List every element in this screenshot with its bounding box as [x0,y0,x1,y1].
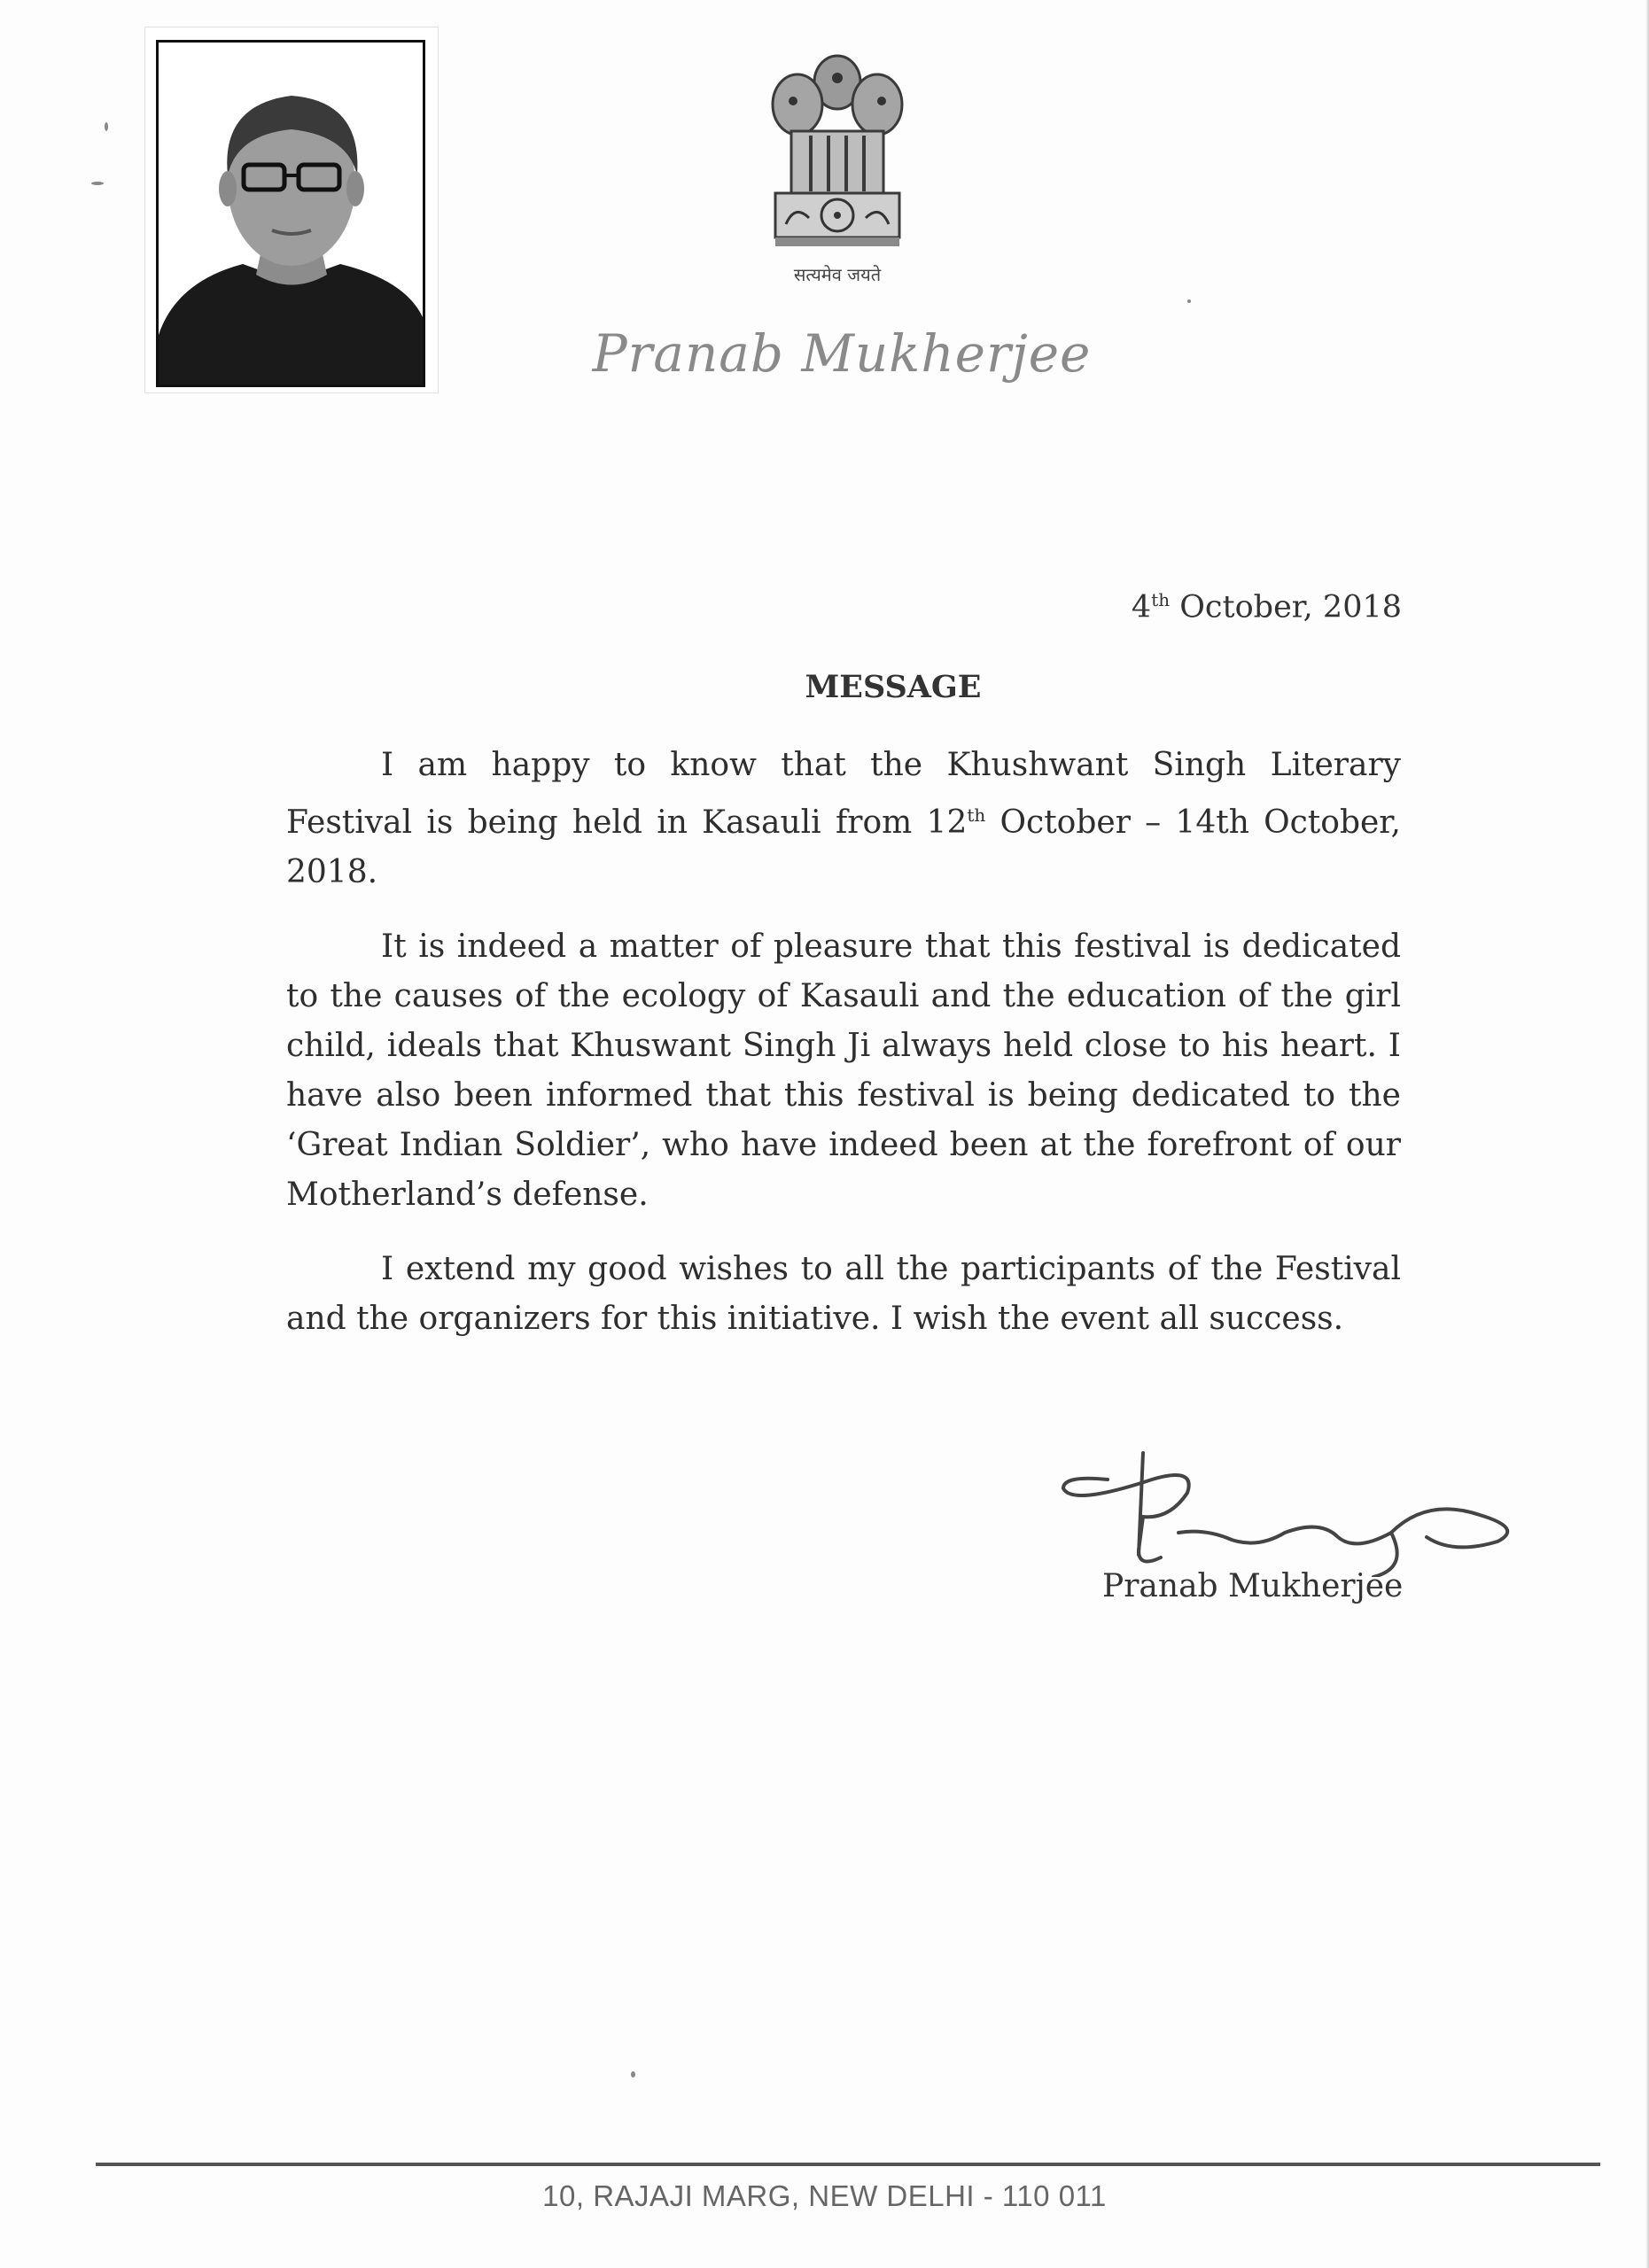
portrait-photo [156,40,425,387]
scan-speck [91,182,104,185]
paragraph-2: It is indeed a matter of pleasure that this festival is dedicated to the causes of the ecology of Kasauli and the education of the girl child, ideals that Khuswant Singh Ji always held close to his heart. I have also been informed that this festival is being dedicated to the ‘Great Indian Soldier’, who have indeed been at the forefront of our Motherland’s defense. [286,928,1401,1213]
scan-speck [105,122,108,131]
p1-before: I am happy to know that the Khushwant Singh Literary Festival is being held in Kasauli from 12 [286,747,1401,841]
date-day: 4 [1131,589,1152,625]
letterhead-name: Pranab Mukherjee [592,323,1092,384]
scan-edge [1645,0,1649,2268]
footer-address: 10, RAJAJI MARG, NEW DELHI - 110 011 [542,2179,1107,2212]
message-body [286,741,1401,1369]
paragraph-1 [286,741,1401,897]
signatory-name: Pranab Mukherjee [1102,1568,1404,1604]
date-suffix: th [1151,589,1171,610]
footer-divider [96,2163,1600,2166]
message-heading: MESSAGE [805,669,982,705]
scan-speck [1187,299,1191,303]
letter-date [1132,589,1402,625]
date-rest: October, 2018 [1170,589,1402,625]
motto: सत्यमेव जयते [793,264,882,285]
portrait-figure-icon [159,43,423,384]
paragraph-3: I extend my good wishes to all the participants of the Festival and the organizers for this initiative. I wish the event all success. [286,1251,1401,1337]
state-emblem-icon [766,43,908,251]
p1-after: October – 14th October, 2018. [286,804,1401,890]
signature-icon [1054,1444,1533,1577]
p1-sup: th [967,804,986,826]
scan-speck [631,2071,635,2078]
